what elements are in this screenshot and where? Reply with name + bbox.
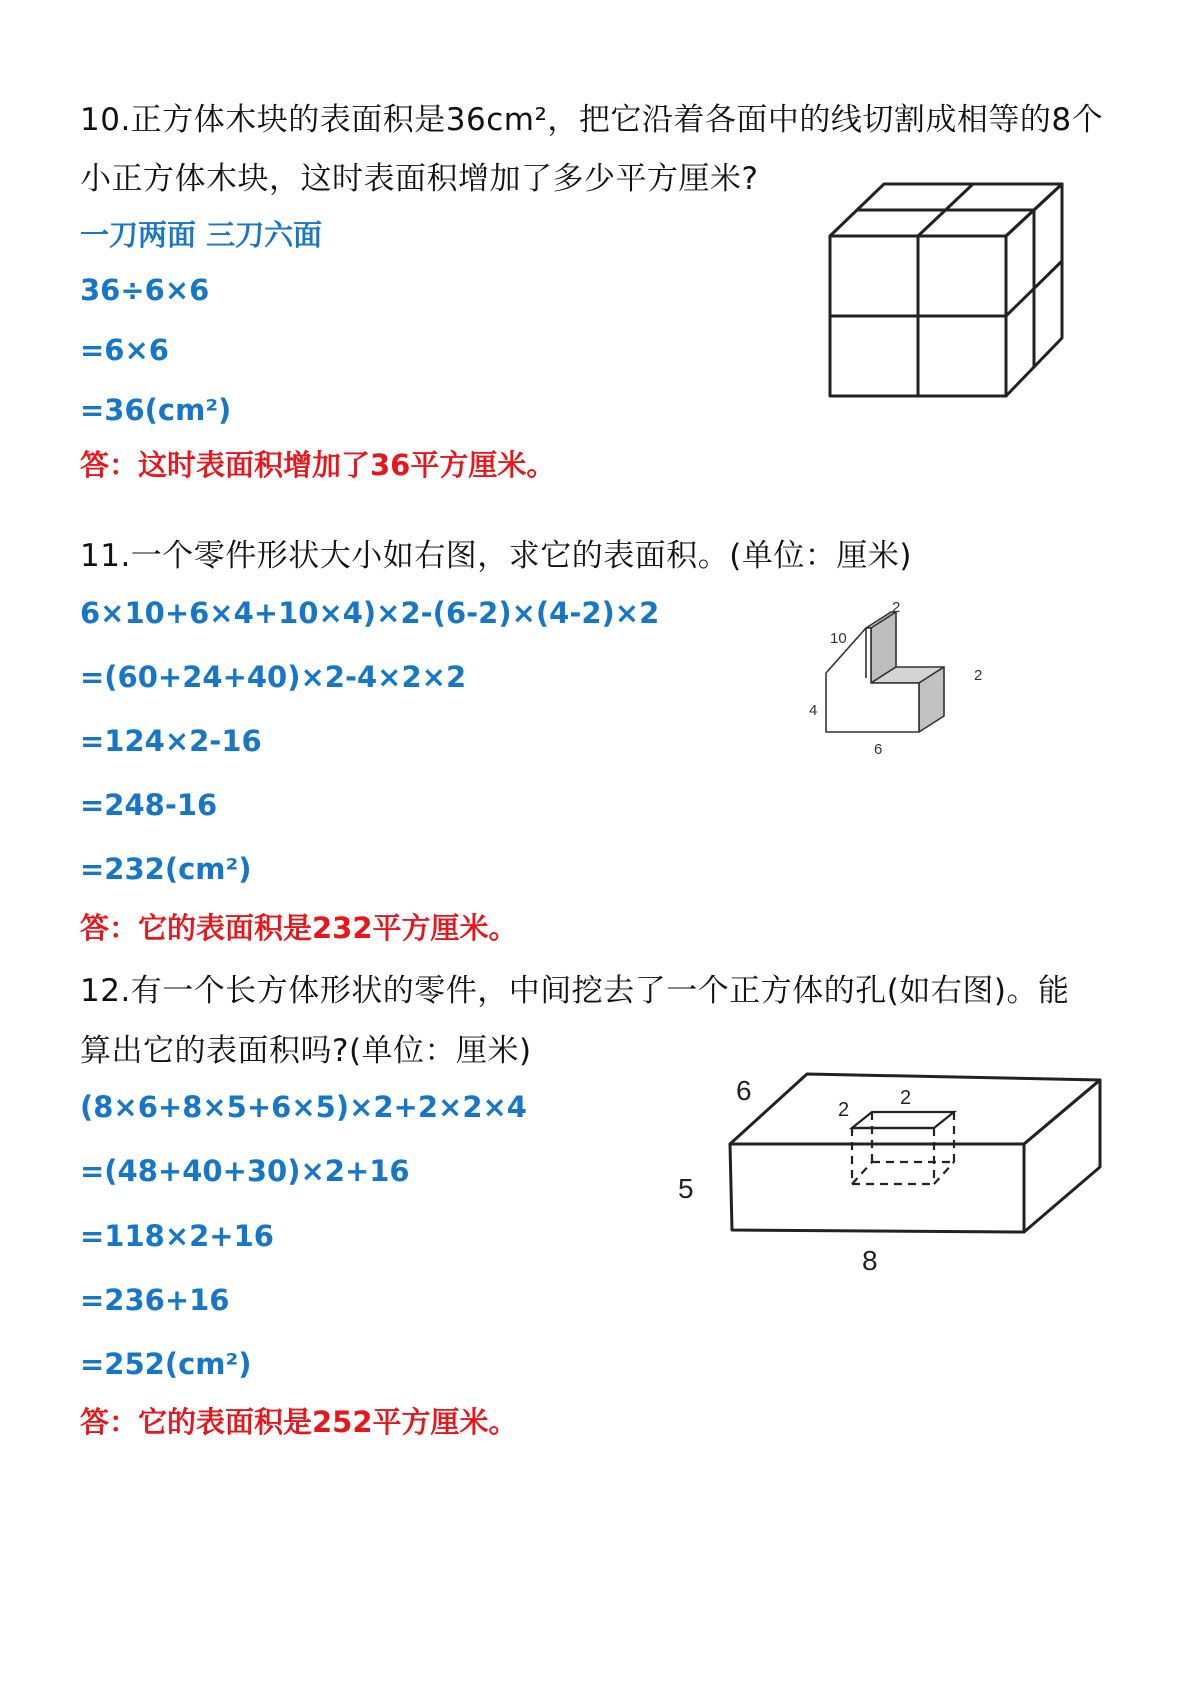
cube-hole-top: [852, 1112, 954, 1128]
solution-12-step-3: =118×2+16: [80, 1219, 274, 1253]
label-width: 6: [874, 741, 883, 758]
box-hole-figure: [672, 1062, 1110, 1284]
solution-12-step-4: =236+16: [80, 1283, 230, 1317]
label-cube-left: 2: [838, 1099, 850, 1121]
box-top-face: [730, 1074, 1100, 1144]
box-front-face: [730, 1144, 1024, 1232]
solution-10-step-1: 36÷6×6: [80, 273, 210, 307]
solution-11-step-4: =248-16: [80, 788, 218, 822]
solution-12-step-1: (8×6+8×5+6×5)×2+2×2×4: [80, 1090, 527, 1124]
l-part-figure: [806, 598, 992, 762]
answer-10: 答：这时表面积增加了36平方厘米。: [80, 448, 556, 482]
question-12-line-2: 算出它的表面积吗?(单位：厘米): [80, 1033, 532, 1069]
label-length: 10: [830, 630, 847, 647]
solution-10-step-3: =36(cm²): [80, 393, 232, 427]
solution-12-step-2: =(48+40+30)×2+16: [80, 1154, 410, 1188]
solution-11-step-1: 6×10+6×4+10×4)×2-(6-2)×(4-2)×2: [80, 596, 660, 630]
label-cube-top: 2: [900, 1087, 912, 1109]
solution-11-step-5: =232(cm²): [80, 852, 252, 886]
solution-10-step-2: =6×6: [80, 333, 169, 367]
question-11: 11.一个零件形状大小如右图，求它的表面积。(单位：厘米): [80, 538, 912, 574]
solution-10-hint: 一刀两面 三刀六面: [80, 218, 323, 252]
answer-12: 答：它的表面积是252平方厘米。: [80, 1405, 518, 1439]
label-height: 5: [678, 1173, 694, 1204]
cube-figure: [826, 180, 1066, 402]
box-right-face: [1024, 1080, 1100, 1232]
label-top: 2: [892, 599, 901, 616]
solution-11-step-3: =124×2-16: [80, 724, 262, 758]
label-length: 8: [862, 1245, 878, 1276]
label-right: 2: [974, 667, 983, 684]
solution-12-step-5: =252(cm²): [80, 1347, 252, 1381]
question-10-line-1: 10.正方体木块的表面积是36cm²，把它沿着各面中的线切割成相等的8个: [80, 102, 1104, 138]
answer-11: 答：它的表面积是232平方厘米。: [80, 911, 518, 945]
question-10-line-2: 小正方体木块，这时表面积增加了多少平方厘米?: [80, 161, 759, 197]
solution-11-step-2: =(60+24+40)×2-4×2×2: [80, 660, 467, 694]
label-height: 4: [809, 702, 818, 719]
label-depth: 6: [736, 1075, 752, 1106]
question-12-line-1: 12.有一个长方体形状的零件，中间挖去了一个正方体的孔(如右图)。能: [80, 973, 1070, 1009]
